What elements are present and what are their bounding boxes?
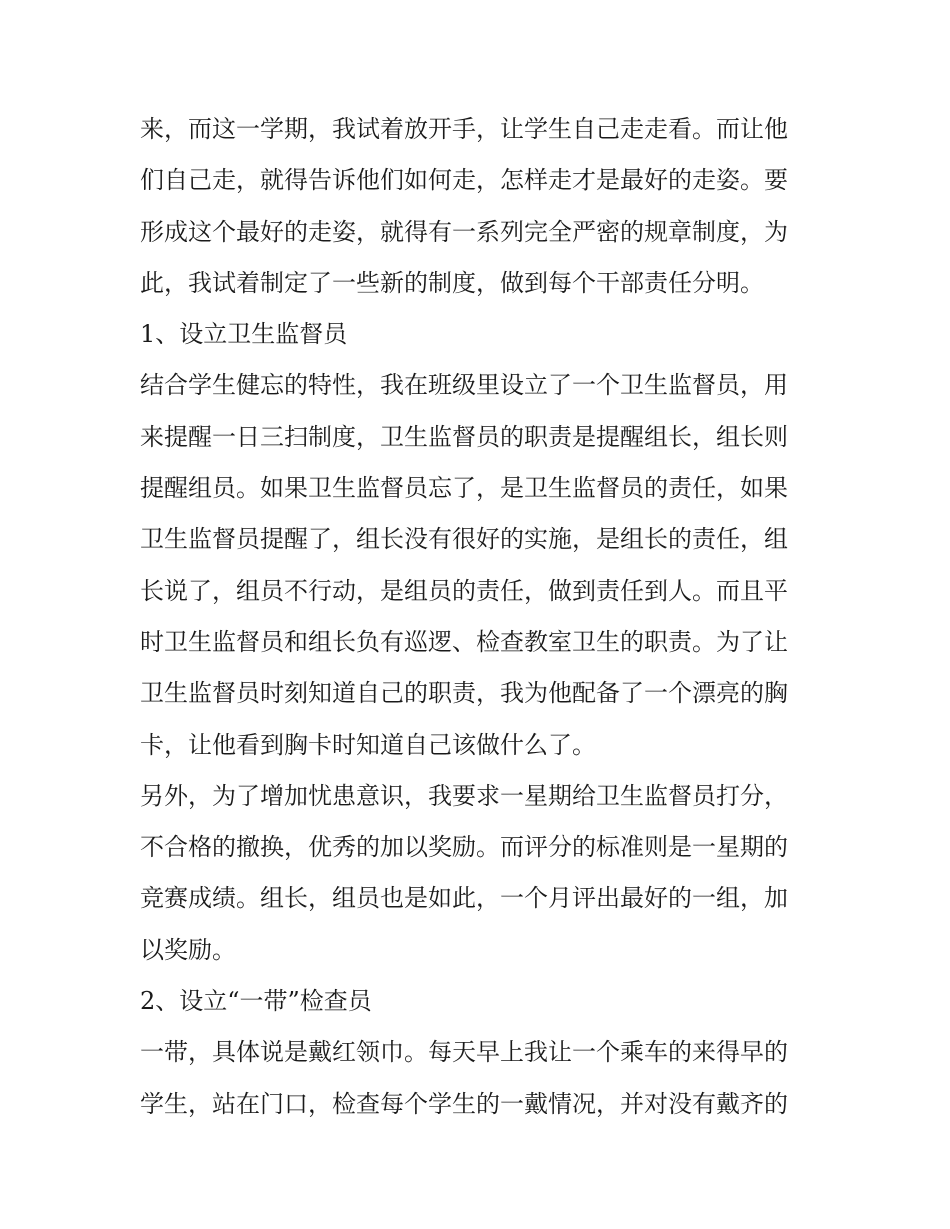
text-line-14: 另外，为了增加忧患意识，我要求一星期给卫生监督员打分， [140, 781, 788, 810]
text-line-9: 卫生监督员提醒了，组长没有很好的实施，是组长的责任，组 [140, 525, 788, 554]
text-line-16: 竞赛成绩。组长，组员也是如此，一个月评出最好的一组，加 [140, 884, 788, 913]
text-line-12: 卫生监督员时刻知道自己的职责，我为他配备了一个漂亮的胸 [140, 679, 788, 708]
text-line-17: 以奖励。 [140, 935, 236, 964]
text-line-1: 来，而这一学期，我试着放开手，让学生自己走走看。而让他 [140, 115, 788, 143]
section-heading-1: 1、设立卫生监督员 [140, 320, 348, 349]
text-line-10: 长说了，组员不行动，是组员的责任，做到责任到人。而且平 [140, 576, 788, 605]
text-line-13: 卡，让他看到胸卡时知道自己该做什么了。 [140, 730, 596, 759]
text-line-7: 来提醒一日三扫制度，卫生监督员的职责是提醒组长，组长则 [140, 422, 788, 451]
text-line-3: 形成这个最好的走姿，就得有一系列完全严密的规章制度，为 [140, 217, 788, 246]
text-line-8: 提醒组员。如果卫生监督员忘了，是卫生监督员的责任，如果 [140, 474, 788, 503]
text-line-11: 时卫生监督员和组长负有巡逻、检查教室卫生的职责。为了让 [140, 627, 788, 656]
text-line-4: 此，我试着制定了一些新的制度，做到每个干部责任分明。 [140, 268, 764, 297]
text-line-2: 们自己走，就得告诉他们如何走，怎样走才是最好的走姿。要 [140, 166, 788, 195]
text-line-19: 一带，具体说是戴红领巾。每天早上我让一个乘车的来得早的 [140, 1038, 788, 1067]
text-line-15: 不合格的撤换，优秀的加以奖励。而评分的标准则是一星期的 [140, 833, 788, 862]
document-body [140, 104, 820, 1130]
section-heading-2: 2、设立“一带”检查员 [140, 987, 372, 1016]
text-line-20: 学生，站在门口，检查每个学生的一戴情况，并对没有戴齐的 [140, 1089, 788, 1118]
text-line-6: 结合学生健忘的特性，我在班级里设立了一个卫生监督员，用 [140, 371, 788, 400]
